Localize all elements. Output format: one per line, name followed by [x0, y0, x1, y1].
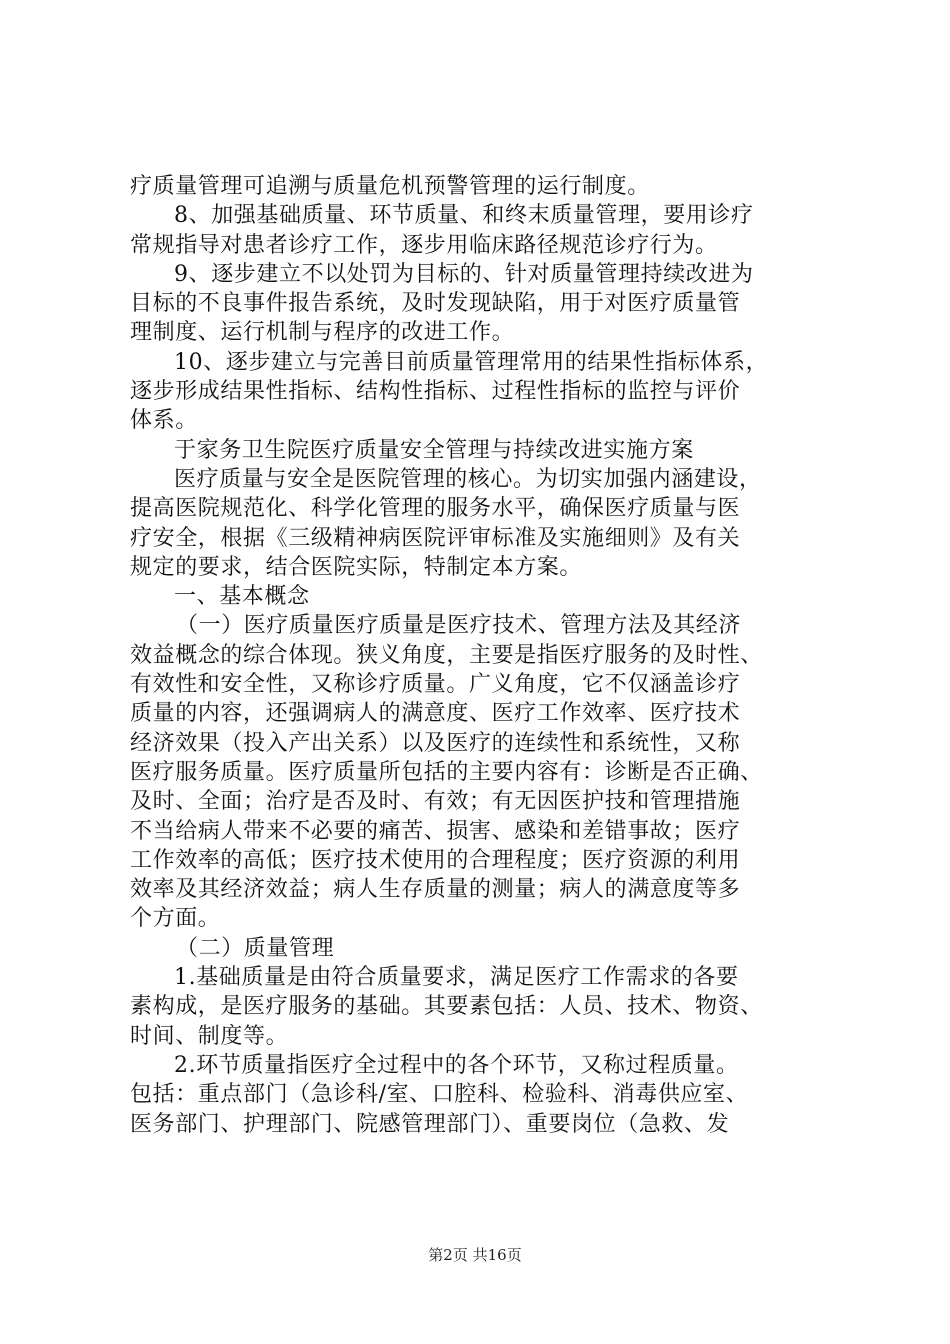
text-line: 不当给病人带来不必要的痛苦、损害、感染和差错事故；医疗: [130, 818, 741, 844]
text-line: 逐步形成结果性指标、结构性指标、过程性指标的监控与评价: [130, 379, 741, 405]
document-body: [130, 172, 835, 1139]
text-line: 提高医院规范化、科学化管理的服务水平，确保医疗质量与医: [130, 496, 741, 522]
text-line: 疗质量管理可追溯与质量危机预警管理的运行制度。: [130, 174, 650, 199]
text-line: 目标的不良事件报告系统，及时发现缺陷，用于对医疗质量管: [130, 291, 741, 317]
text-line: 包括：重点部门（急诊科/室、口腔科、检验科、消毒供应室、: [130, 1082, 749, 1108]
section-heading: 一、基本概念: [174, 584, 310, 610]
text-line: 医疗服务质量。医疗质量所包括的主要内容有：诊断是否正确、: [130, 759, 763, 785]
text-line: 经济效果（投入产出关系）以及医疗的连续性和系统性，又称: [130, 730, 741, 756]
text-line: 医务部门、护理部门、院感管理部门）、重要岗位（急救、发: [130, 1111, 730, 1137]
text-line: 及时、全面；治疗是否及时、有效；有无因医护技和管理措施: [130, 789, 741, 815]
text-line: 10、逐步建立与完善目前质量管理常用的结果性指标体系，: [174, 349, 769, 375]
text-line: 工作效率的高低；医疗技术使用的合理程度；医疗资源的利用: [130, 847, 741, 873]
text-line: 时间、制度等。: [130, 1023, 289, 1049]
page-number-footer: 第2页 共16页: [428, 1246, 522, 1264]
text-line: 常规指导对患者诊疗工作，逐步用临床路径规范诊疗行为。: [130, 232, 718, 258]
text-line: 效率及其经济效益；病人生存质量的测量；病人的满意度等多: [130, 877, 741, 903]
text-line: 1.基础质量是由符合质量要求，满足医疗工作需求的各要: [174, 965, 739, 991]
text-line: 体系。: [130, 408, 198, 434]
text-line: 有效性和安全性，又称诊疗质量。广义角度，它不仅涵盖诊疗: [130, 672, 741, 698]
subsection-heading: （二）质量管理: [176, 935, 335, 961]
document-heading: 于家务卫生院医疗质量安全管理与持续改进实施方案: [174, 437, 694, 463]
text-line: 医疗质量与安全是医院管理的核心。为切实加强内涵建设，: [174, 466, 762, 492]
text-line: 规定的要求，结合医院实际，特制定本方案。: [130, 554, 583, 580]
text-line: 8、加强基础质量、环节质量、和终末质量管理，要用诊疗: [174, 203, 754, 229]
text-line: 效益概念的综合体现。狭义角度，主要是指医疗服务的及时性、: [130, 642, 763, 668]
text-line: 9、逐步建立不以处罚为目标的、针对质量管理持续改进为: [174, 261, 754, 287]
text-line: 2.环节质量指医疗全过程中的各个环节，又称过程质量。: [174, 1052, 739, 1078]
text-line: 疗安全，根据《三级精神病医院评审标准及实施细则》及有关: [130, 525, 741, 551]
text-line: 个方面。: [130, 906, 221, 932]
text-line: （一）医疗质量医疗质量是医疗技术、管理方法及其经济: [176, 613, 742, 639]
text-line: 素构成，是医疗服务的基础。其要素包括：人员、技术、物资、: [130, 994, 763, 1020]
text-line: 质量的内容，还强调病人的满意度、医疗工作效率、医疗技术: [130, 701, 741, 727]
text-line: 理制度、运行机制与程序的改进工作。: [130, 320, 515, 346]
